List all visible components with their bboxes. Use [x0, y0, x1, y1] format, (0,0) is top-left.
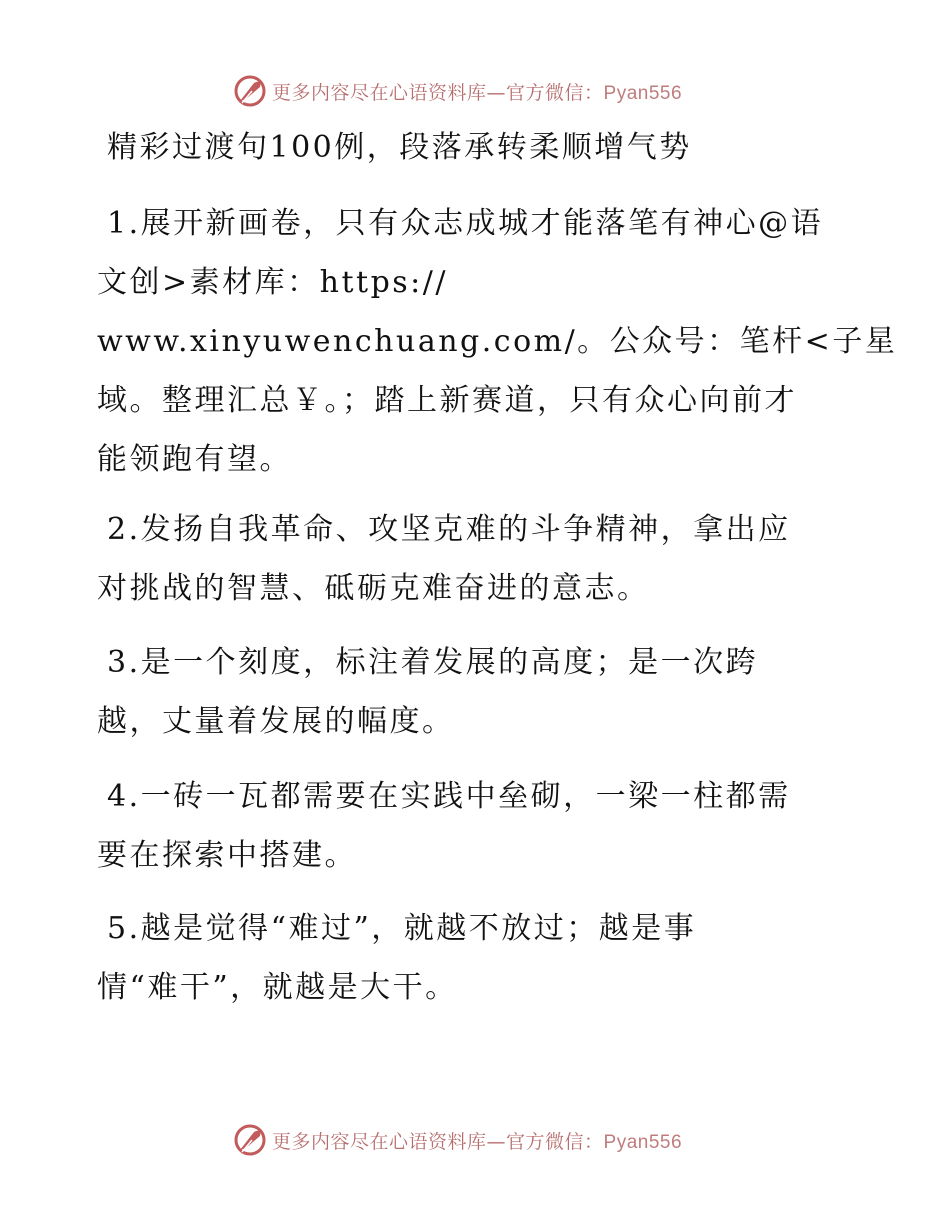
paragraph-line: 2.发扬自我革命、攻坚克难的斗争精神，拿出应	[107, 512, 791, 547]
banner-text: 更多内容尽在心语资料库—官方微信：Pyan556	[272, 81, 683, 104]
paragraph-line: 4.一砖一瓦都需要在实践中垒砌，一梁一柱都需	[107, 779, 791, 814]
paragraph-line: 文创>素材库：https://	[97, 265, 448, 300]
paragraph-2	[97, 500, 857, 618]
paragraph-5	[97, 899, 857, 1017]
wechat-id: Pyan556	[603, 1131, 683, 1153]
paragraph-line: 3.是一个刻度，标注着发展的高度；是一次跨	[107, 645, 759, 680]
header-watermark-banner	[232, 71, 752, 111]
paragraph-line: 对挑战的智慧、砥砺克难奋进的意志。	[97, 571, 650, 606]
paragraph-line: 域。整理汇总￥。；踏上新赛道，只有众心向前才	[97, 383, 797, 418]
feather-logo-icon	[232, 1122, 268, 1158]
paragraph-line: 能领跑有望。	[97, 442, 292, 477]
wechat-id: Pyan556	[603, 82, 683, 104]
paragraph-4	[97, 767, 857, 885]
footer-watermark-banner	[232, 1120, 752, 1160]
document-title: 精彩过渡句100例，段落承转柔顺增气势	[107, 130, 692, 165]
feather-logo-icon	[232, 73, 268, 109]
paragraph-3	[97, 633, 857, 751]
paragraph-line: 要在探索中搭建。	[97, 838, 357, 873]
paragraph-line: 越，丈量着发展的幅度。	[97, 704, 455, 739]
paragraph-line: 1.展开新画卷，只有众志成城才能落笔有神心@语	[107, 206, 824, 241]
banner-text: 更多内容尽在心语资料库—官方微信：Pyan556	[272, 1130, 683, 1153]
paragraph-line: www.xinyuwenchuang.com/。公众号：笔杆<子星	[97, 324, 898, 359]
paragraph-line: 情“难干”，就越是大干。	[97, 970, 458, 1005]
paragraph-1	[97, 194, 898, 489]
paragraph-line: 5.越是觉得“难过”，就越不放过；越是事	[107, 911, 697, 946]
